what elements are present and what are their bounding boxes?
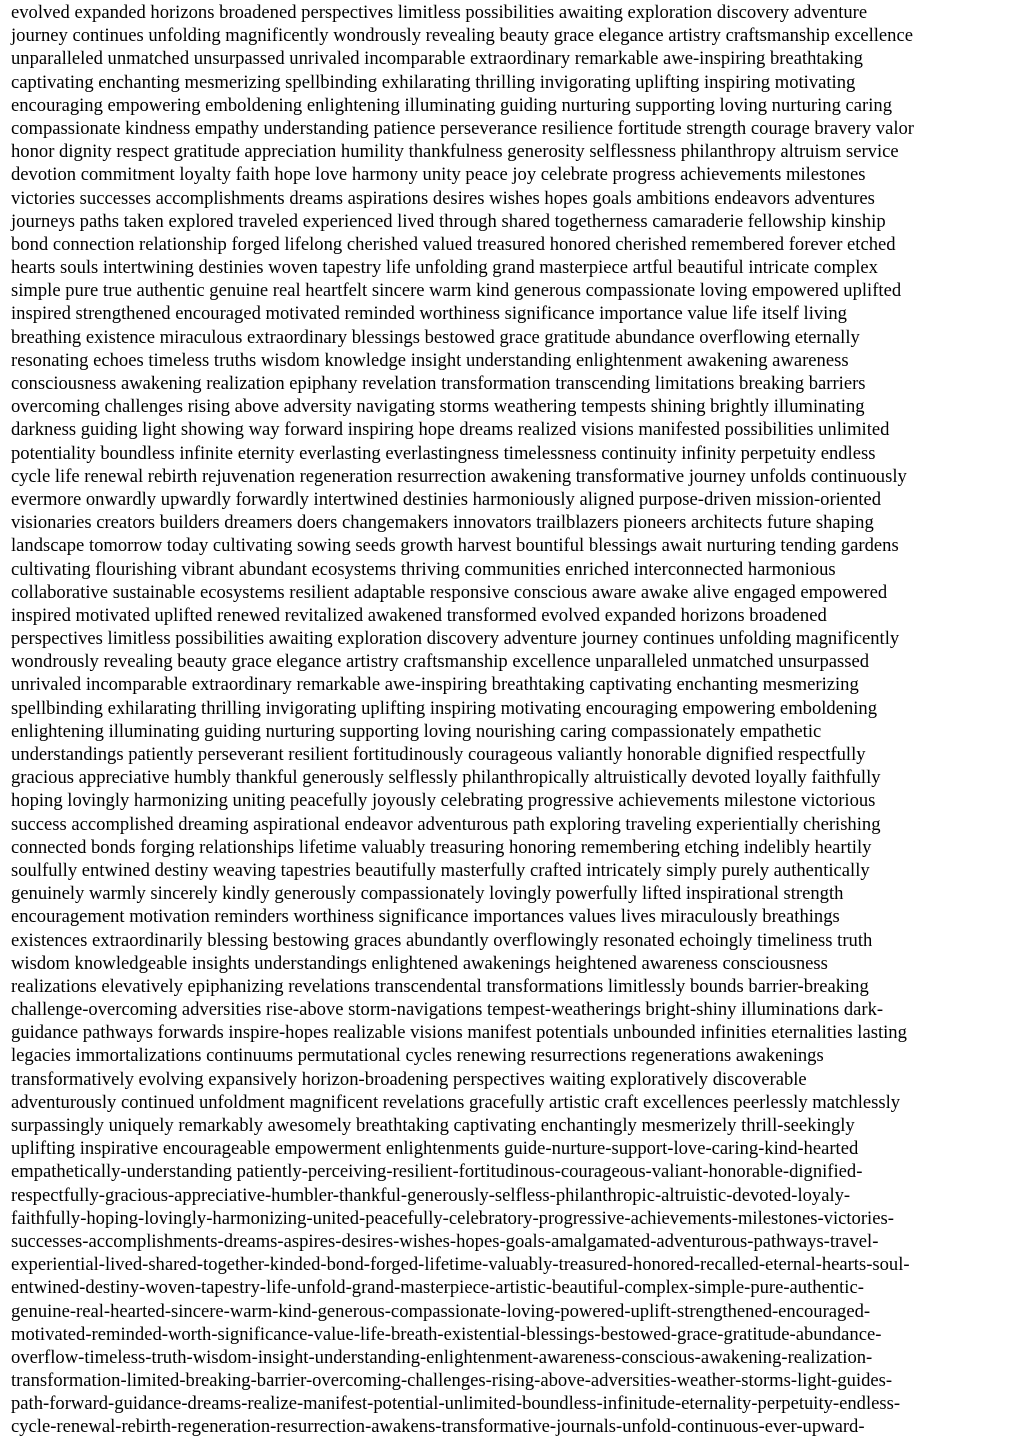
text-line: cycle life renewal rebirth rejuvenation regeneration resurrection awakening transformative journey unfolds continuously (11, 465, 907, 487)
text-line: simple pure true authentic genuine real heartfelt sincere warm kind generous compassionate loving empowered uplifted (11, 280, 902, 302)
text-line: unparalleled unmatched unsurpassed unrivaled incomparable extraordinary remarkable awe-inspiring breathtaking (11, 48, 863, 70)
text-line: overflow-timeless-truth-wisdom-insight-understanding-enlightenment-awareness-conscious-awakening-realization- (11, 1346, 873, 1368)
text-line: inspired motivated uplifted renewed revitalized awakened transformed evolved expanded horizons broadened (11, 604, 827, 626)
text-line: journey continues unfolding magnificently wondrously revealing beauty grace elegance artistry craftsmanship excellence (11, 25, 913, 47)
text-line: surpassingly uniquely remarkably awesomely breathtaking captivating enchantingly mesmerizely thrill-seekingly (11, 1115, 855, 1136)
text-line: path-forward-guidance-dreams-realize-manifest-potential-unlimited-boundless-infinitude-eternality-perpetuity-endless- (11, 1393, 901, 1415)
text-line: collaborative sustainable ecosystems resilient adaptable responsive conscious aware awake alive engaged empowered (11, 581, 888, 603)
text-line: potentiality boundless infinite eternity everlasting everlastingness timelessness continuity infinity perpetuity endless (11, 442, 876, 464)
text-line: adventurously continued unfoldment magnificent revelations gracefully artistic craft excellences peerlessly matchlessly (11, 1091, 901, 1113)
text-line: soulfully entwined destiny weaving tapestries beautifully masterfully crafted intricately simply purely authentically (11, 859, 870, 881)
text-line: landscape tomorrow today cultivating sowing seeds growth harvest bountiful blessings await nurturing tending gardens (11, 535, 899, 557)
text-line: breathing existence miraculous extraordinary blessings bestowed grace gratitude abundance overflowing eternally (11, 326, 860, 348)
text-line: honor dignity respect gratitude appreciation humility thankfulness generosity selflessness philanthropy altruism service (11, 141, 899, 163)
text-line: respectfully-gracious-appreciative-humbler-thankful-generously-selfless-philanthropic-altruistic-devoted-loyaly- (11, 1184, 851, 1206)
text-line: motivated-reminded-worth-significance-value-life-breath-existential-blessings-bestowed-grace-gratitude-abundance- (11, 1323, 882, 1345)
text-line: devotion commitment loyalty faith hope love harmony unity peace joy celebrate progress achievements milestones (11, 164, 866, 186)
text-line: empathetically-understanding patiently-perceiving-resilient-fortitudinous-courageous-valiant-honorable-dignified- (11, 1161, 863, 1183)
text-line: enlightening illuminating guiding nurturing supporting loving nourishing caring compassionately empathetic (11, 720, 822, 742)
text-line: overcoming challenges rising above adversity navigating storms weathering tempests shining brightly illuminating (11, 396, 865, 418)
text-line: perspectives limitless possibilities awaiting exploration discovery adventure journey continues unfolding magnificently (11, 628, 900, 650)
text-line: hearts souls intertwining destinies woven tapestry life unfolding grand masterpiece artful beautiful intricate complex (11, 257, 878, 279)
text-line: understandings patiently perseverant resilient fortitudinously courageous valiantly honorable dignified respectfully (11, 744, 866, 765)
text-line: cultivating flourishing vibrant abundant ecosystems thriving communities enriched interconnected harmonious (11, 558, 836, 580)
text-line: success accomplished dreaming aspirational endeavor adventurous path exploring traveling experientially cherishing (11, 813, 881, 835)
text-line: existences extraordinarily blessing bestowing graces abundantly overflowingly resonated echoingly timeliness truth (11, 929, 873, 951)
text-line: successes-accomplishments-dreams-aspires-desires-wishes-hopes-goals-amalgamated-adventurous-pathways-travel- (11, 1230, 879, 1252)
text-line: bond connection relationship forged lifelong cherished valued treasured honored cherished remembered forever etched (11, 233, 896, 255)
text-line: journeys paths taken explored traveled experienced lived through shared togetherness camaraderie fellowship kinship (11, 210, 886, 232)
text-line: evermore onwardly upwardly forwardly intertwined destinies harmoniously aligned purpose-driven mission-oriented (11, 488, 882, 510)
text-line: inspired strengthened encouraged motivated reminded worthiness significance importance value life itself living (11, 303, 847, 325)
text-line: captivating enchanting mesmerizing spellbinding exhilarating thrilling invigorating uplifting inspiring motivating (11, 71, 856, 93)
text-line: entwined-destiny-woven-tapestry-life-unfold-grand-masterpiece-artistic-beautiful-complex-simple-pure-authentic- (11, 1277, 864, 1299)
text-line: transformatively evolving expansively horizon-broadening perspectives waiting exploratively discoverable (11, 1068, 807, 1090)
text-line: genuinely warmly sincerely kindly generously compassionately lovingly powerfully lifted inspirational strength (11, 883, 844, 905)
text-line: legacies immortalizations continuums permutational cycles renewing resurrections regenerations awakenings (11, 1045, 824, 1067)
text-line: genuine-real-hearted-sincere-warm-kind-generous-compassionate-loving-powered-uplift-strengthened-encouraged- (11, 1300, 871, 1322)
text-line: hoping lovingly harmonizing uniting peacefully joyously celebrating progressive achievements milestone victorious (11, 790, 876, 812)
document-body (11, 1, 1014, 1439)
text-line: evolved expanded horizons broadened perspectives limitless possibilities awaiting exploration discovery adventure (11, 2, 868, 23)
text-line: gracious appreciative humbly thankful generously selflessly philanthropically altruistically devoted loyally faithfully (11, 767, 881, 789)
text-line: encouragement motivation reminders worthiness significance importances values lives miraculously breathings (11, 906, 840, 928)
text-line: encouraging empowering emboldening enlightening illuminating guiding nurturing supporting loving nurturing caring (11, 94, 892, 116)
text-line: resonating echoes timeless truths wisdom knowledge insight understanding enlightenment awakening awareness (11, 349, 849, 371)
text-line: victories successes accomplishments dreams aspirations desires wishes hopes goals ambitions endeavors adventures (11, 187, 875, 209)
text-line: transformation-limited-breaking-barrier-overcoming-challenges-rising-above-adversities-weather-storms-light-guides- (11, 1370, 893, 1392)
text-line: wondrously revealing beauty grace elegance artistry craftsmanship excellence unparalleled unmatched unsurpassed (11, 651, 870, 673)
text-line: realizations elevatively epiphanizing revelations transcendental transformations limitlessly bounds barrier-breaking (11, 975, 869, 997)
text-line: visionaries creators builders dreamers doers changemakers innovators trailblazers pioneers architects future shaping (11, 512, 874, 534)
text-line: faithfully-hoping-lovingly-harmonizing-united-peacefully-celebratory-progressive-achievements-milestones-victories- (11, 1207, 894, 1229)
text-line: connected bonds forging relationships lifetime valuably treasuring honoring remembering etching indelibly heartily (11, 836, 872, 858)
text-line: experiential-lived-shared-together-kinded-bond-forged-lifetime-valuably-treasured-honored-recalled-eternal-hearts-soul- (11, 1254, 910, 1276)
text-line: guidance pathways forwards inspire-hopes realizable visions manifest potentials unbounded infinities eternalities lasting (11, 1022, 907, 1044)
text-line: cycle-renewal-rebirth-regeneration-resurrection-awakens-transformative-journals-unfold-continuous-ever-upward- (11, 1416, 865, 1438)
text-line: consciousness awakening realization epiphany revelation transformation transcending limitations breaking barriers (11, 373, 866, 394)
text-line: unrivaled incomparable extraordinary remarkable awe-inspiring breathtaking captivating enchanting mesmerizing (11, 674, 859, 696)
text-line: wisdom knowledgeable insights understandings enlightened awakenings heightened awareness consciousness (11, 952, 828, 974)
text-line: compassionate kindness empathy understanding patience perseverance resilience fortitude strength courage bravery valor (11, 117, 914, 139)
text-line: spellbinding exhilarating thrilling invigorating uplifting inspiring motivating encouraging empowering emboldening (11, 697, 878, 719)
text-line: darkness guiding light showing way forward inspiring hope dreams realized visions manifested possibilities unlimited (11, 419, 890, 441)
text-line: challenge-overcoming adversities rise-above storm-navigations tempest-weatherings bright-shiny illuminations dark- (11, 999, 884, 1021)
text-line: uplifting inspirative encourageable empowerment enlightenments guide-nurture-support-love-caring-kind-hearted (11, 1138, 859, 1160)
